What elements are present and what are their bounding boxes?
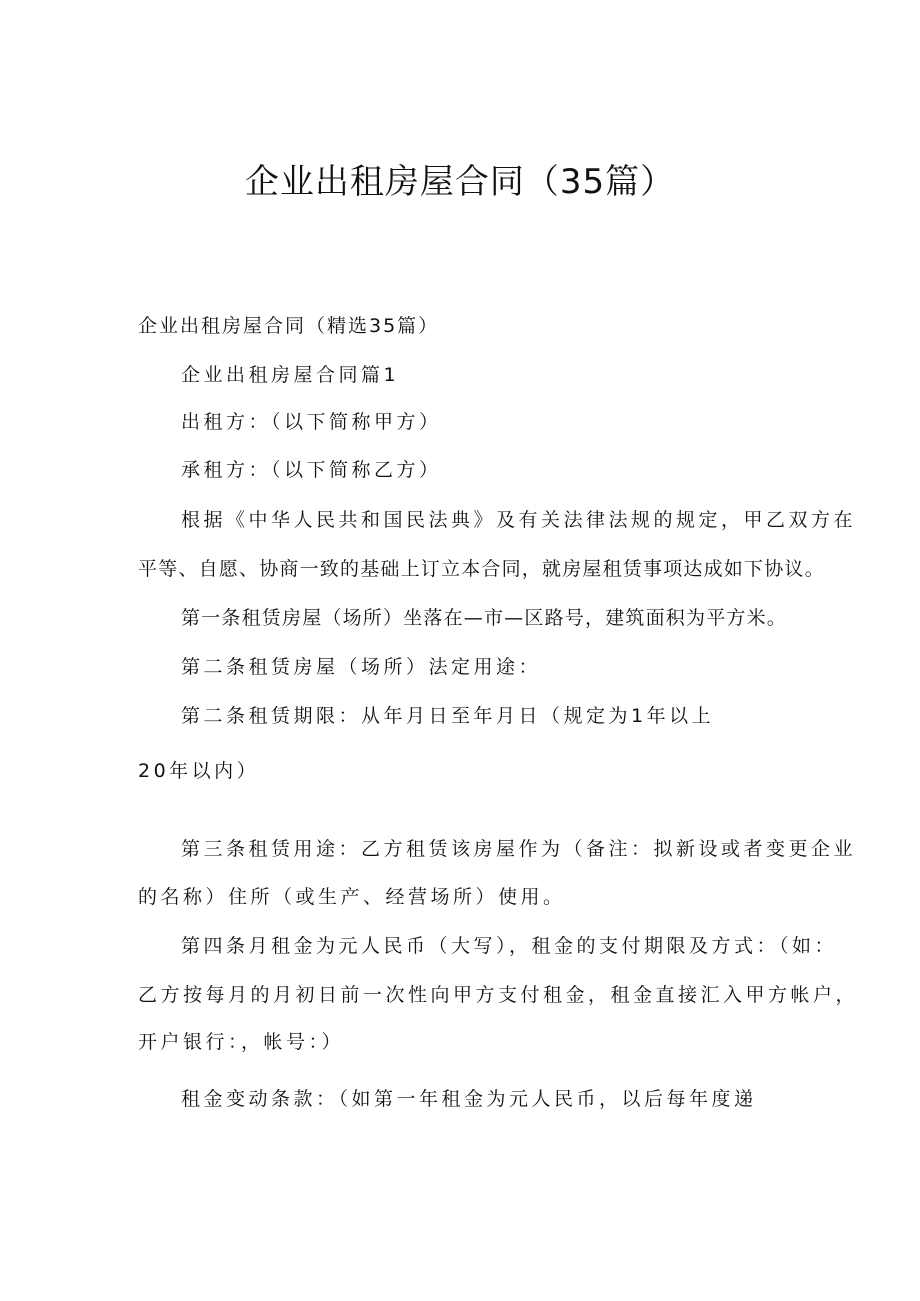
preamble-line-1: 根据《中华人民共和国民法典》及有关法律法规的规定，甲乙双方在 bbox=[181, 509, 857, 531]
article-4-line-1: 第四条月租金为元人民币（大写），租金的支付期限及方式：（如： bbox=[181, 935, 838, 957]
article-4-line-2: 乙方按每月的月初日前一次性向甲方支付租金，租金直接汇入甲方帐户， bbox=[138, 984, 859, 1006]
preamble-line-2: 平等、自愿、协商一致的基础上订立本合同，就房屋租赁事项达成如下协议。 bbox=[138, 558, 825, 580]
article-2-term-line-2: 20年以内） bbox=[138, 760, 260, 782]
document-title: 企业出租房屋合同（35篇） bbox=[244, 162, 676, 202]
article-4-line-3: 开户银行：，帐号：） bbox=[138, 1031, 345, 1053]
lessor-line: 出租方：（以下简称甲方） bbox=[181, 411, 442, 433]
rent-change-line: 租金变动条款：（如第一年租金为元人民币，以后每年度递 bbox=[181, 1088, 757, 1110]
article-1-line: 第一条租赁房屋（场所）坐落在—市—区路号，建筑面积为平方米。 bbox=[181, 607, 788, 629]
section-heading: 企业出租房屋合同篇1 bbox=[181, 364, 400, 386]
article-2-usage-line: 第二条租赁房屋（场所）法定用途： bbox=[181, 656, 542, 678]
document-subtitle: 企业出租房屋合同（精选35篇） bbox=[138, 315, 440, 337]
article-3-line-1: 第三条租赁用途：乙方租赁该房屋作为（备注：拟新设或者变更企业 bbox=[181, 838, 857, 860]
lessee-line: 承租方：（以下简称乙方） bbox=[181, 459, 442, 481]
article-3-line-2: 的名称）住所（或生产、经营场所）使用。 bbox=[138, 886, 566, 908]
article-2-term-line-1: 第二条租赁期限：从年月日至年月日（规定为1年以上 bbox=[181, 705, 715, 727]
